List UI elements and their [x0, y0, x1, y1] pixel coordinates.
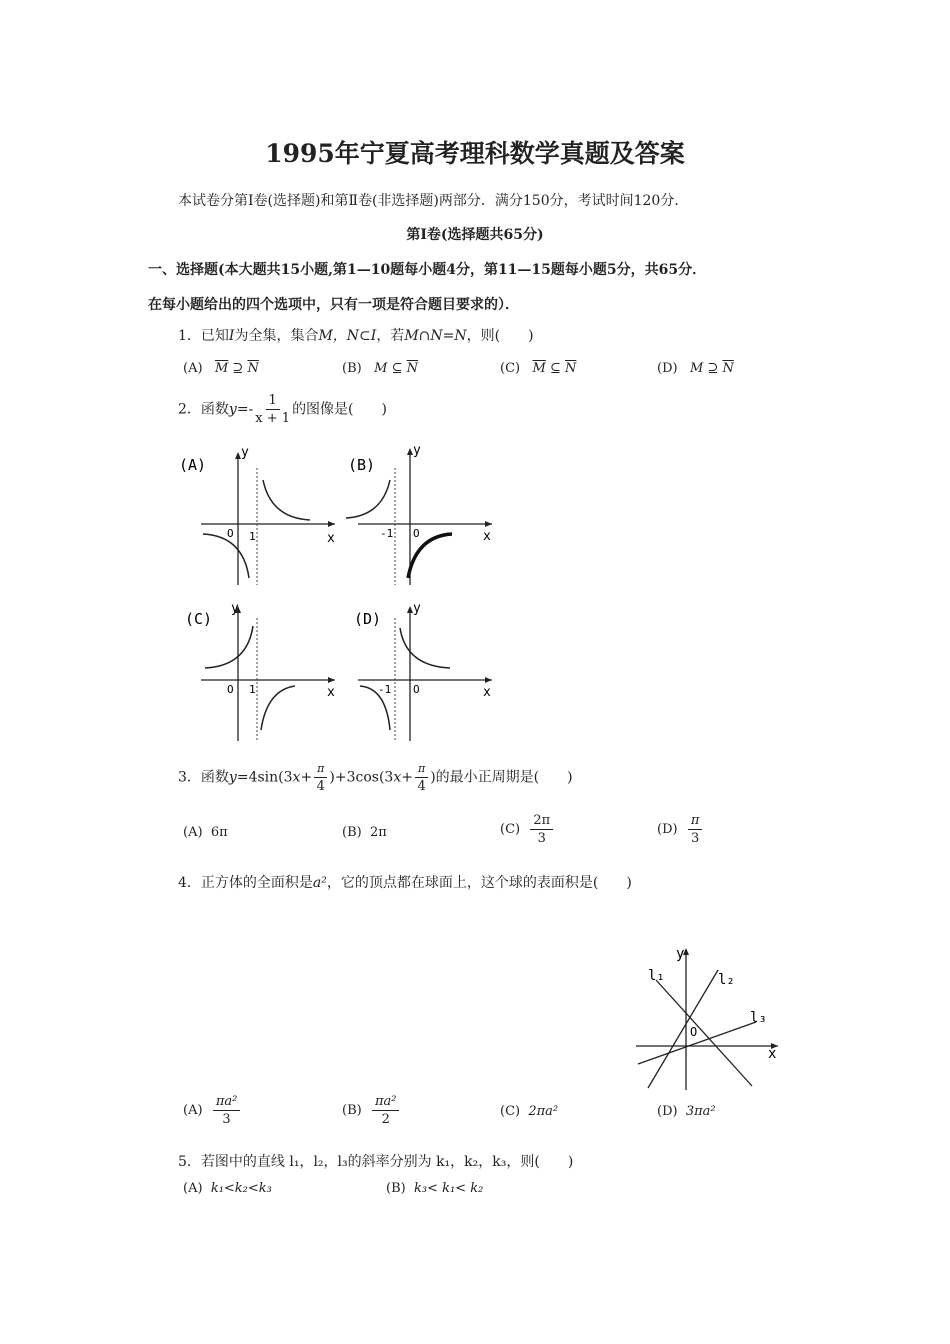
fraction-numerator: π [415, 760, 428, 778]
q2-text-b: 的图像是( ) [292, 401, 387, 418]
q1-subset-symbol: ⊂ [359, 328, 371, 344]
origin-label: O [227, 683, 234, 696]
q4-option-b[interactable] [342, 1093, 401, 1128]
q3-y: y [228, 769, 237, 786]
y-label: y [676, 946, 685, 962]
part-heading: 第Ⅰ卷(选择题共65分) [406, 227, 544, 243]
q2-function-lhs: y=- [228, 401, 254, 418]
y-label: y [231, 601, 239, 616]
page-title: 1995年宁夏高考理科数学真题及答案 [265, 139, 685, 168]
origin-label: O [413, 683, 420, 696]
q3-option-a[interactable] [183, 825, 228, 840]
option-right: $\overline{N}$ [247, 361, 259, 376]
option-relation: ⊇ [232, 361, 244, 376]
graph-label: (D) [354, 610, 382, 628]
fraction-denominator: 4 [316, 779, 325, 794]
fraction-denominator: 3 [537, 831, 546, 846]
curve-upper [263, 480, 310, 520]
option-relation: ⊆ [549, 361, 561, 376]
fraction-numerator: π [688, 812, 703, 830]
x-label: x [327, 531, 335, 546]
q1-set-i: I [228, 328, 235, 344]
l1-label: l₁ [648, 968, 665, 984]
q1-sets-mn: M，N [318, 328, 360, 344]
line-l1 [656, 980, 752, 1086]
option-left: $\overline{M}$ [532, 361, 546, 376]
q4-option-c[interactable] [500, 1104, 558, 1119]
curve-lower [203, 534, 249, 578]
option-label: (C) [500, 361, 521, 376]
option-label: (A) [183, 1181, 203, 1196]
q1-text-d: ，则( ) [466, 328, 534, 344]
option-label: (A) [183, 825, 203, 840]
option-value: 2π [369, 825, 387, 840]
curve-upper [205, 626, 253, 668]
option-left: $\overline{M}$ [214, 361, 229, 376]
q1-condition: M∩N=N [404, 328, 467, 344]
option-label: (D) [657, 822, 678, 837]
l3-label: l₃ [750, 1010, 767, 1026]
fraction-numerator: π [314, 760, 327, 778]
tick-label: 1 [249, 683, 256, 696]
curve-lower [261, 686, 295, 730]
option-label: (B) [342, 1103, 362, 1118]
q2-graph-d[interactable] [340, 596, 505, 746]
question-3-stem [178, 760, 573, 795]
option-right: $\overline{N}$ [722, 361, 734, 376]
graph-label: (B) [348, 456, 376, 474]
option-value: k₃< k₁< k₂ [413, 1181, 484, 1196]
option-label: (C) [500, 1104, 521, 1119]
origin-label: O [690, 1025, 698, 1039]
x-label: x [483, 529, 491, 544]
curve-upper [400, 628, 450, 668]
line-l2 [648, 970, 718, 1088]
q4-option-d[interactable] [657, 1104, 716, 1119]
q1-text-a: 1．已知 [178, 328, 229, 344]
q3-option-c[interactable] [500, 812, 555, 847]
option-value: k₁<k₂<k₃ [210, 1181, 272, 1196]
curve-lower [408, 534, 452, 578]
q3-text-a: 3．函数 [178, 769, 229, 786]
q1-text-b: 为全集，集合 [234, 328, 319, 344]
fraction-numerator: πa² [372, 1093, 400, 1111]
tick-label: 1 [249, 530, 256, 543]
q1-option-b[interactable] [342, 361, 418, 376]
curve-upper [346, 480, 390, 518]
section-heading-line2: 在每小题给出的四个选项中，只有一项是符合题目要求的）． [148, 297, 519, 313]
fraction-denominator: 4 [417, 779, 426, 794]
option-right: $\overline{N}$ [565, 361, 577, 376]
origin-label: O [413, 527, 420, 540]
q2-graph-b[interactable] [340, 440, 505, 590]
x-label: x [327, 685, 335, 700]
option-relation: ⊆ [391, 361, 403, 376]
fraction-denominator: 3 [222, 1112, 231, 1127]
q1-option-d[interactable] [657, 361, 734, 376]
q3-x2: x [393, 769, 402, 786]
origin-label: O [227, 527, 234, 540]
option-label: (D) [657, 1104, 678, 1119]
tick-label: -1 [380, 527, 394, 540]
q4-area: a² [312, 875, 327, 891]
q1-option-a[interactable] [183, 361, 259, 376]
q2-graph-a[interactable] [175, 440, 345, 590]
option-label: (A) [183, 1103, 203, 1118]
fraction-numerator: πa² [213, 1093, 241, 1111]
option-label: (B) [342, 825, 362, 840]
option-right: $\overline{N}$ [406, 361, 418, 376]
q3-plus2: + [401, 769, 413, 786]
question-5-stem: 5．若图中的直线 l₁，l₂，l₃的斜率分别为 k₁，k₂，k₃，则( ) [178, 1154, 574, 1170]
graph-label: (C) [185, 610, 213, 628]
x-arrow-icon [328, 521, 335, 527]
q4-text-a: 4．正方体的全面积是 [178, 875, 313, 891]
option-label: (C) [500, 822, 521, 837]
question-2-stem [178, 392, 387, 427]
q3-option-b[interactable] [342, 825, 387, 840]
option-value: 2πa² [528, 1104, 559, 1119]
tick-label: -1 [378, 683, 392, 696]
option-left: M [374, 361, 388, 376]
fraction-numerator: 2π [530, 812, 553, 830]
option-label: (A) [183, 361, 203, 376]
option-label: (B) [342, 361, 362, 376]
question-1-stem [178, 325, 534, 345]
q2-text-a: 2．函数 [178, 401, 229, 418]
option-value: 6π [210, 825, 228, 840]
y-label: y [413, 443, 421, 458]
fraction-numerator: 1 [266, 392, 280, 410]
option-value: 3πa² [685, 1104, 716, 1119]
question-4-stem [178, 872, 632, 892]
fraction-denominator: x + 1 [255, 411, 291, 426]
option-label: (B) [386, 1181, 406, 1196]
q3-option-d[interactable] [657, 812, 704, 847]
x-arrow-icon [328, 677, 335, 683]
q3-text-c: )+3cos(3 [329, 769, 394, 786]
x-arrow-icon [485, 521, 492, 527]
option-left: M [689, 361, 704, 376]
option-fraction [530, 812, 553, 847]
q3-x1: x [292, 769, 301, 786]
q3-fraction-2 [415, 760, 428, 795]
y-label: y [413, 601, 421, 616]
q5-option-a[interactable] [183, 1181, 272, 1196]
option-relation: ⊇ [707, 361, 719, 376]
y-label: y [241, 445, 249, 460]
fraction-denominator: 3 [690, 831, 700, 846]
exam-intro: 本试卷分第Ⅰ卷(选择题)和第Ⅱ卷(非选择题)两部分．满分150分，考试时间120分． [178, 193, 689, 209]
x-label: x [768, 1046, 777, 1062]
option-fraction [372, 1093, 400, 1128]
q5-option-b[interactable] [386, 1181, 483, 1196]
q2-graph-c[interactable] [175, 596, 345, 746]
q3-plus1: + [300, 769, 313, 786]
option-fraction [213, 1093, 241, 1128]
q1-option-c[interactable] [500, 361, 576, 376]
section-heading-line1: 一、选择题(本大题共15小题,第1—10题每小题4分，第11—15题每小题5分，共65分． [148, 262, 707, 278]
graph-label: (A) [179, 456, 207, 474]
l2-label: l₂ [718, 972, 735, 988]
q3-text-b: =4sin(3 [236, 769, 293, 786]
q1-text-c: ，若 [376, 328, 405, 344]
q3-fraction-1 [314, 760, 327, 795]
q1-set-i2: I [370, 328, 377, 344]
q3-text-d: )的最小正周期是( ) [430, 769, 573, 786]
option-label: (D) [657, 361, 678, 376]
x-arrow-icon [485, 677, 492, 683]
q4-text-b: ，它的顶点都在球面上，这个球的表面积是( ) [326, 875, 632, 891]
q5-lines-figure [628, 940, 788, 1092]
x-label: x [483, 685, 491, 700]
fraction-denominator: 2 [381, 1112, 390, 1127]
option-fraction [688, 812, 703, 847]
q4-option-a[interactable] [183, 1093, 242, 1128]
q2-fraction [255, 392, 290, 427]
